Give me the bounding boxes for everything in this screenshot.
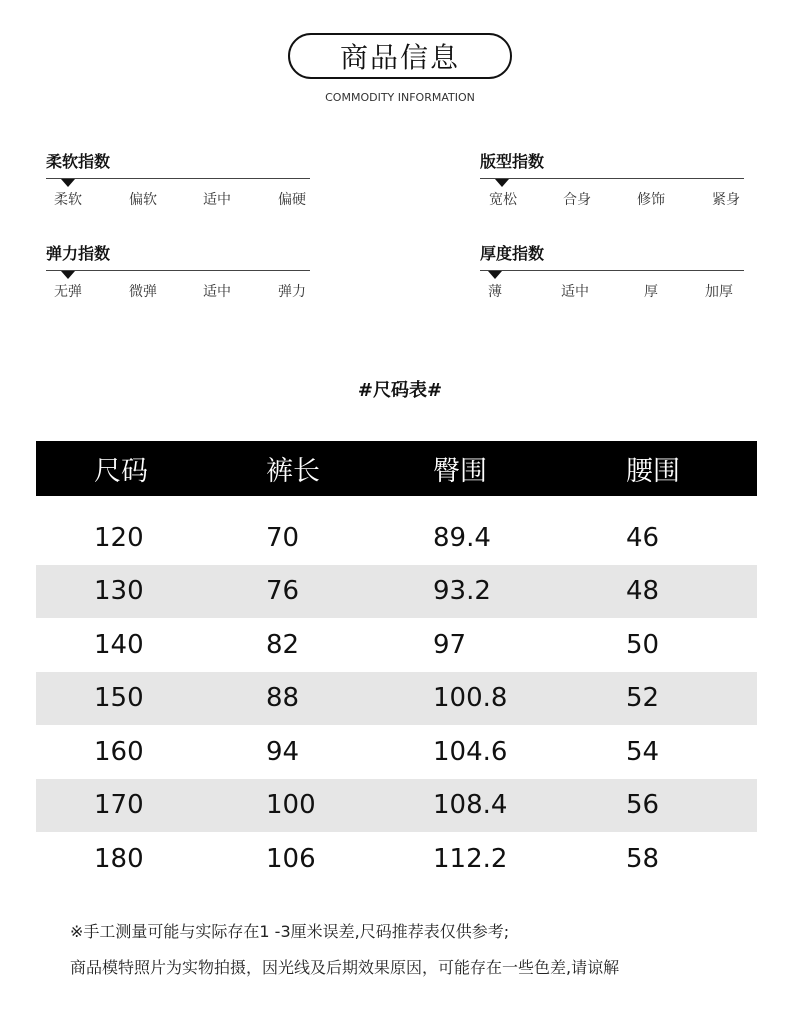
cell-hip: 89.4 — [433, 522, 491, 553]
thickness-label-3: 厚 — [644, 284, 658, 300]
cell-hip: 104.6 — [433, 736, 508, 767]
softness-label-2: 偏软 — [129, 192, 157, 208]
cell-size: 120 — [94, 522, 144, 553]
cell-pants-length: 76 — [266, 576, 300, 607]
cell-hip: 97 — [433, 629, 467, 660]
header-title: 商品信息 — [339, 41, 460, 74]
cell-hip: 108.4 — [433, 790, 508, 821]
fit-label-4: 紧身 — [712, 192, 740, 208]
cell-pants-length: 88 — [266, 683, 300, 714]
elasticity-label-4: 弹力 — [278, 284, 306, 300]
thickness-index-title: 厚度指数 — [480, 244, 545, 263]
cell-waist: 48 — [626, 576, 660, 607]
softness-index — [46, 149, 314, 229]
cell-waist: 54 — [626, 736, 660, 767]
thickness-label-4: 加厚 — [705, 284, 733, 300]
softness-label-1: 柔软 — [54, 192, 82, 208]
fit-marker-icon — [495, 179, 509, 187]
cell-size: 140 — [94, 629, 144, 660]
table-row — [36, 565, 757, 619]
color-note: 商品模特照片为实物拍摄，因光线及后期效果原因，可能存在一些色差,请谅解 — [70, 958, 620, 977]
cell-waist: 56 — [626, 790, 660, 821]
table-row — [36, 672, 757, 726]
header-hip: 臀围 — [433, 456, 487, 487]
header-subtitle: COMMODITY INFORMATION — [325, 91, 475, 104]
elasticity-label-3: 适中 — [203, 284, 231, 300]
table-row — [36, 725, 757, 779]
cell-pants-length: 94 — [266, 736, 300, 767]
cell-size: 180 — [94, 843, 144, 874]
elasticity-label-1: 无弹 — [54, 284, 82, 300]
cell-waist: 52 — [626, 683, 660, 714]
fit-label-2: 合身 — [563, 192, 591, 208]
cell-hip: 100.8 — [433, 683, 508, 714]
cell-pants-length: 106 — [266, 843, 316, 874]
measurement-note: ※手工测量可能与实际存在1 -3厘米误差,尺码推荐表仅供参考; — [70, 922, 510, 941]
cell-size: 130 — [94, 576, 144, 607]
cell-size: 150 — [94, 683, 144, 714]
thickness-label-1: 薄 — [488, 284, 502, 300]
table-header-row — [36, 441, 757, 496]
elasticity-index-title: 弹力指数 — [46, 244, 111, 263]
cell-pants-length: 70 — [266, 522, 300, 553]
thickness-label-2: 适中 — [561, 284, 589, 300]
cell-waist: 46 — [626, 522, 660, 553]
cell-hip: 93.2 — [433, 576, 491, 607]
elasticity-index-scale — [46, 270, 310, 271]
size-chart-table — [36, 441, 757, 886]
header-title-pill — [288, 33, 512, 79]
elasticity-index — [46, 241, 314, 321]
thickness-index-scale — [480, 270, 744, 271]
fit-label-1: 宽松 — [489, 192, 517, 208]
thickness-marker-icon — [488, 271, 502, 279]
cell-pants-length: 100 — [266, 790, 316, 821]
header-size: 尺码 — [94, 456, 148, 487]
header-waist: 腰围 — [626, 456, 680, 487]
size-chart-title: #尺码表# — [357, 380, 443, 401]
cell-hip: 112.2 — [433, 843, 508, 874]
table-row — [36, 832, 757, 886]
cell-size: 160 — [94, 736, 144, 767]
softness-label-3: 适中 — [203, 192, 231, 208]
softness-marker-icon — [61, 179, 75, 187]
cell-waist: 58 — [626, 843, 660, 874]
softness-index-scale — [46, 178, 310, 179]
softness-index-title: 柔软指数 — [46, 152, 111, 171]
softness-label-4: 偏硬 — [278, 192, 306, 208]
fit-index-scale — [480, 178, 744, 179]
elasticity-marker-icon — [61, 271, 75, 279]
table-row — [36, 618, 757, 672]
fit-index-title: 版型指数 — [480, 152, 545, 171]
fit-label-3: 修饰 — [637, 192, 665, 208]
thickness-index — [480, 241, 748, 321]
header-pants-length: 裤长 — [266, 456, 320, 487]
table-row — [36, 779, 757, 833]
elasticity-label-2: 微弹 — [129, 284, 157, 300]
cell-waist: 50 — [626, 629, 660, 660]
cell-pants-length: 82 — [266, 629, 300, 660]
cell-size: 170 — [94, 790, 144, 821]
fit-index — [480, 149, 748, 229]
table-row — [36, 511, 757, 565]
